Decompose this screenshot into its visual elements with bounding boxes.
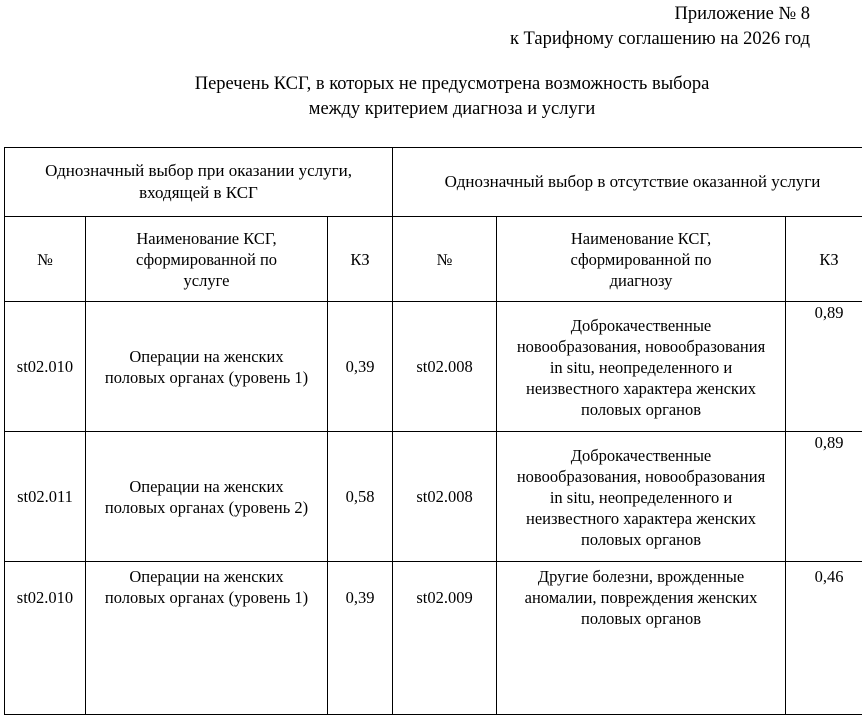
kz-value-service: 0,39	[328, 302, 393, 432]
header-name-left: Наименование КСГ, сформированной по услуге	[86, 217, 328, 302]
table-row	[5, 432, 862, 562]
title-line-2: между критерием диагноза и услуги	[0, 97, 862, 122]
group-header-row	[5, 148, 862, 217]
ksg-name-diagnosis: Доброкачественные новообразования, новообразования in situ, неопределенного и неизвестного характера женских половых органов	[497, 302, 786, 432]
kz-value-service: 0,39	[328, 562, 393, 715]
kz-value-diagnosis: 0,89	[786, 302, 862, 432]
ksg-code-diagnosis: st02.009	[393, 562, 497, 715]
ksg-name-service: Операции на женских половых органах (уровень 1)	[86, 302, 328, 432]
appendix-reference: к Тарифному соглашению на 2026 год	[510, 27, 810, 52]
ksg-code-service: st02.010	[5, 302, 86, 432]
ksg-table	[4, 147, 862, 715]
column-header-row	[5, 217, 862, 302]
header-kz-right: КЗ	[786, 217, 862, 302]
ksg-code-diagnosis: st02.008	[393, 302, 497, 432]
kz-value-service: 0,58	[328, 432, 393, 562]
ksg-code-diagnosis: st02.008	[393, 432, 497, 562]
ksg-name-diagnosis: Доброкачественные новообразования, новообразования in situ, неопределенного и неизвестного характера женских половых органов	[497, 432, 786, 562]
header-number-right: №	[393, 217, 497, 302]
header-kz-left: КЗ	[328, 217, 393, 302]
group-header-service: Однозначный выбор при оказании услуги, входящей в КСГ	[5, 148, 393, 217]
kz-value-diagnosis: 0,89	[786, 432, 862, 562]
appendix-note	[510, 2, 810, 52]
document-title	[0, 72, 862, 122]
group-header-diagnosis: Однозначный выбор в отсутствие оказанной услуги	[393, 148, 862, 217]
ksg-name-service: Операции на женских половых органах (уровень 1)	[86, 562, 328, 715]
title-line-1: Перечень КСГ, в которых не предусмотрена возможность выбора	[0, 72, 862, 97]
header-number-left: №	[5, 217, 86, 302]
ksg-name-diagnosis: Другие болезни, врожденные аномалии, повреждения женских половых органов	[497, 562, 786, 715]
appendix-number: Приложение № 8	[510, 2, 810, 27]
kz-value-diagnosis: 0,46	[786, 562, 862, 715]
table-row	[5, 302, 862, 432]
ksg-name-service: Операции на женских половых органах (уровень 2)	[86, 432, 328, 562]
header-name-right: Наименование КСГ, сформированной по диагнозу	[497, 217, 786, 302]
ksg-code-service: st02.010	[5, 562, 86, 715]
ksg-code-service: st02.011	[5, 432, 86, 562]
table-row	[5, 562, 862, 715]
